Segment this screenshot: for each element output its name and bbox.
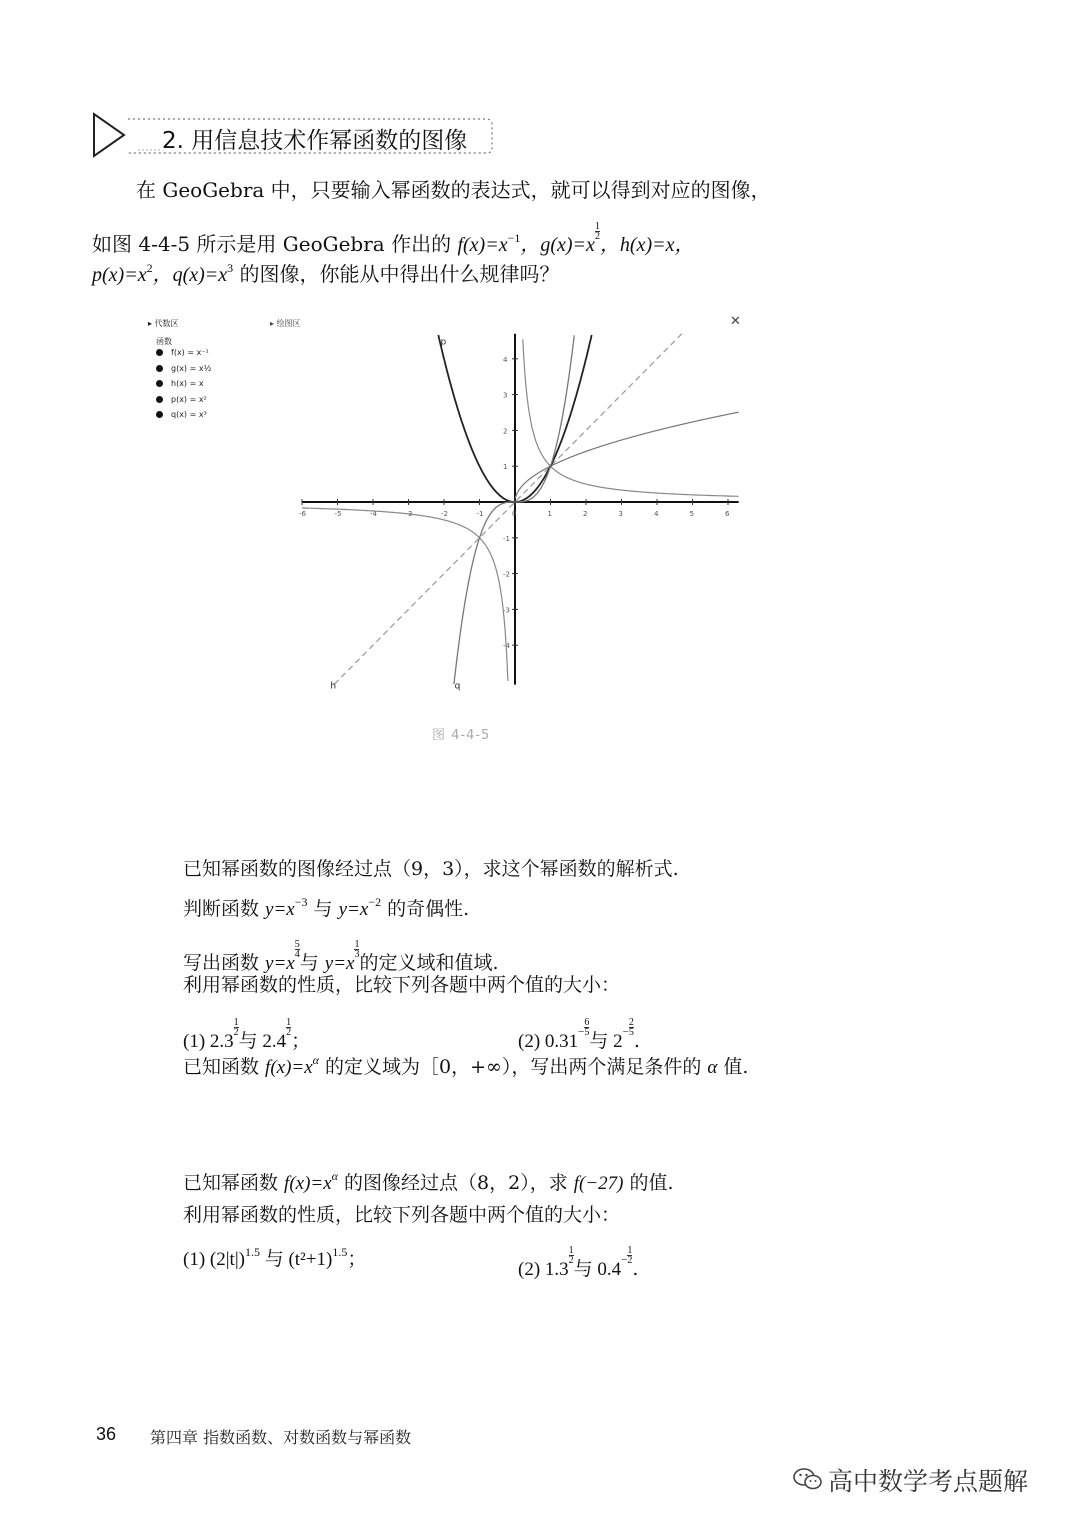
text: . — [632, 1258, 639, 1280]
minus-sign: − — [621, 1254, 628, 1266]
formula: y=x — [338, 899, 369, 920]
watermark-text: 高中数学考点题解 — [828, 1467, 1029, 1496]
graphics-header[interactable]: ▸ 绘图区 — [270, 319, 301, 328]
formula: f(x)=x — [265, 1057, 313, 1078]
numerator: 6 — [584, 1017, 590, 1028]
exponent: 1.5 — [332, 1245, 348, 1259]
exercise-4-part-2 — [518, 1018, 640, 1051]
x-tick-label: -5 — [334, 510, 342, 518]
curve-label-h: h — [330, 681, 337, 692]
numerator: 2 — [628, 1017, 634, 1028]
denominator: 4 — [294, 949, 300, 960]
numerator: 1 — [233, 1017, 239, 1028]
text: 已知幂函数 — [183, 1172, 285, 1194]
exponent: α — [331, 1169, 338, 1183]
formula: y=x — [324, 953, 355, 974]
formula: f(x)=x — [284, 1173, 332, 1194]
formula: α — [707, 1057, 718, 1078]
text: . — [633, 1030, 640, 1052]
y-tick-label: -4 — [503, 642, 510, 651]
visibility-dot-icon[interactable] — [156, 396, 163, 403]
y-tick-label: -1 — [503, 534, 510, 543]
formula: y=x — [265, 953, 295, 974]
minus-sign: − — [622, 1026, 629, 1038]
y-tick-label: 3 — [503, 391, 508, 400]
x-tick-label: 6 — [725, 510, 730, 518]
exercise-2 — [183, 896, 469, 919]
exponent: α — [312, 1053, 319, 1067]
y-tick-label: -3 — [503, 606, 510, 615]
x-tick-label: -3 — [405, 510, 413, 518]
text: 判断函数 — [183, 898, 266, 920]
formula-g: ，g(x)=x — [520, 234, 595, 256]
exercise-5 — [183, 1054, 748, 1077]
algebra-item[interactable] — [156, 395, 207, 407]
denominator: 2 — [568, 1255, 574, 1266]
visibility-dot-icon[interactable] — [156, 349, 163, 356]
y-tick-label: 2 — [503, 427, 508, 436]
x-tick-label: 1 — [547, 510, 552, 518]
denominator: 2 — [594, 231, 600, 242]
exponent: 1.5 — [244, 1245, 260, 1259]
denominator: 2 — [627, 1255, 633, 1266]
text: 与 0.4 — [573, 1259, 622, 1280]
x-tick-label: -4 — [370, 510, 377, 518]
numerator: 1 — [627, 1245, 633, 1256]
intro-text: 的图像，你能从中得出什么规律吗？ — [233, 262, 560, 286]
series-f-curve — [523, 339, 739, 496]
exercise-b-2-part-2 — [518, 1246, 638, 1279]
text: 值. — [717, 1056, 749, 1078]
denominator: 5 — [628, 1027, 634, 1038]
intro-line-2 — [92, 222, 695, 255]
exponent: 2 — [146, 261, 153, 275]
algebra-item-label: f(x) = x⁻¹ — [171, 348, 209, 357]
algebra-item-label: g(x) = x½ — [171, 364, 212, 373]
algebra-item[interactable] — [156, 410, 207, 422]
text: 已知函数 — [183, 1056, 266, 1078]
geogebra-window — [140, 310, 750, 700]
page-number: 36 — [96, 1424, 117, 1444]
text: (1) 2.3 — [183, 1031, 234, 1052]
algebra-item-label: q(x) = x³ — [171, 410, 207, 419]
text: 与 — [299, 952, 325, 974]
text: 与 — [307, 898, 339, 920]
series-g-curve — [515, 412, 738, 498]
denominator: 2 — [233, 1027, 239, 1038]
formula: y=x — [265, 899, 295, 920]
close-icon[interactable]: ✕ — [730, 314, 741, 329]
intro-text: 如图 4-4-5 所示是用 GeoGebra 作出的 — [92, 232, 458, 256]
y-tick-label: -2 — [503, 570, 510, 579]
text: ； — [291, 1030, 311, 1052]
algebra-item[interactable] — [156, 348, 209, 360]
visibility-dot-icon[interactable] — [156, 380, 163, 387]
x-tick-label: -1 — [476, 510, 484, 518]
x-tick-label: 3 — [618, 510, 623, 518]
formula: f(−27) — [573, 1173, 624, 1194]
text: 与 (t²+1) — [259, 1249, 333, 1270]
wechat-icon — [792, 1466, 824, 1492]
algebra-subheader: 函数 — [156, 337, 172, 346]
exercise-4: 利用幂函数的性质，比较下列各题中两个值的大小： — [183, 974, 621, 996]
formula-p: p(x)=x — [92, 264, 147, 286]
algebra-item[interactable] — [156, 364, 211, 376]
numerator: 1 — [568, 1245, 574, 1256]
exercise-b-2-part-1 — [183, 1246, 366, 1269]
formula-h: ，h(x)=x， — [599, 234, 695, 256]
text: 写出函数 — [183, 952, 266, 974]
visibility-dot-icon[interactable] — [156, 365, 163, 372]
x-tick-label: 0 — [512, 510, 517, 518]
text: (2) 0.31 — [518, 1031, 579, 1052]
exercise-3 — [183, 940, 499, 973]
curve-label-q: q — [454, 681, 461, 692]
curve-label-p: p — [440, 337, 447, 348]
chapter-title: 第四章 指数函数、对数函数与幂函数 — [150, 1428, 412, 1447]
y-tick-label: 1 — [503, 463, 508, 472]
x-tick-label: -6 — [299, 510, 306, 518]
intro-line-1: 在 GeoGebra 中，只要输入幂函数的表达式，就可以得到对应的图像， — [136, 178, 771, 202]
text: 的定义域和值域. — [359, 952, 499, 974]
text: 的图像经过点（8，2），求 — [337, 1172, 574, 1194]
exponent: 3 — [227, 261, 234, 275]
text: 的值. — [623, 1172, 674, 1194]
exponent: −1 — [507, 231, 521, 245]
text: 的奇偶性. — [381, 898, 470, 920]
visibility-dot-icon[interactable] — [156, 411, 163, 418]
minus-sign: − — [578, 1026, 585, 1038]
denominator: 3 — [354, 949, 360, 960]
denominator: 5 — [584, 1027, 590, 1038]
algebra-panel — [140, 310, 270, 430]
x-tick-label: 4 — [654, 510, 659, 518]
text: 与 2 — [589, 1031, 623, 1052]
numerator: 1 — [594, 221, 600, 232]
numerator: 1 — [286, 1017, 292, 1028]
series-h-curve — [334, 334, 682, 685]
x-tick-label: 2 — [583, 510, 588, 518]
algebra-item-label: h(x) = x — [171, 379, 204, 388]
formula-q: ，q(x)=x — [152, 264, 228, 286]
exercise-b-2: 利用幂函数的性质，比较下列各题中两个值的大小： — [183, 1204, 621, 1226]
intro-line-3 — [92, 262, 560, 285]
text: 的定义域为［0，+∞），写出两个满足条件的 — [318, 1056, 708, 1078]
exercise-1: 已知幂函数的图像经过点（9，3），求这个幂函数的解析式. — [183, 858, 679, 880]
exponent: −3 — [294, 895, 308, 909]
denominator: 2 — [286, 1027, 292, 1038]
text: 与 2.4 — [238, 1031, 287, 1052]
section-title: 2. 用信息技术作幂函数的图像 — [162, 128, 468, 154]
numerator: 5 — [294, 939, 300, 950]
exercise-b-1 — [183, 1170, 674, 1193]
text: (1) (2|t|) — [183, 1249, 245, 1270]
exponent: −2 — [368, 895, 382, 909]
series-f-curve — [302, 508, 508, 681]
text: ； — [347, 1248, 367, 1270]
algebra-header[interactable]: ▸ 代数区 — [148, 319, 179, 328]
algebra-item-label: p(x) = x² — [171, 395, 207, 404]
y-tick-label: 4 — [503, 355, 508, 364]
figure-caption: 图 4-4-5 — [432, 728, 491, 743]
numerator: 1 — [354, 939, 360, 950]
x-tick-label: 5 — [689, 510, 694, 518]
algebra-item[interactable] — [156, 379, 204, 391]
text: (2) 1.3 — [518, 1259, 569, 1280]
x-tick-label: -2 — [441, 510, 448, 518]
formula-f: f(x)=x — [457, 234, 508, 256]
exercise-4-part-1 — [183, 1018, 310, 1051]
